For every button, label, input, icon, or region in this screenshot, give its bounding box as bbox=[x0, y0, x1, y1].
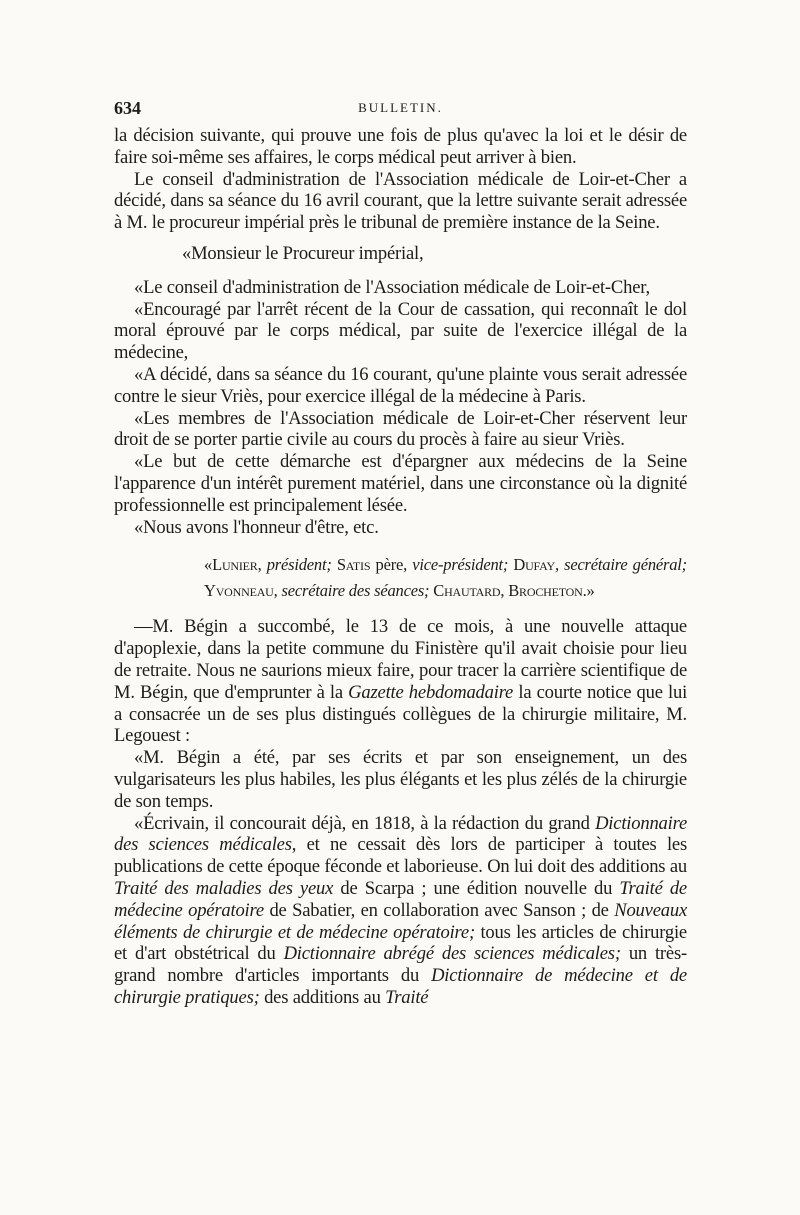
paragraph-decision: la décision suivante, qui prouve une fois de plus qu'avec la loi et le désir de faire soi-même ses affaires, le corps médical peut arriver à bien. bbox=[114, 125, 687, 168]
letter-paragraph-decide: «A décidé, dans sa séance du 16 courant, qu'une plainte vous serait adressée contre le sieur Vriès, pour exercice illégal de la médecine à Paris. bbox=[114, 363, 687, 407]
signatory-name: Chautard bbox=[433, 581, 501, 601]
work-title: Dictionnaire de médecine et de chirurgie pratiques; bbox=[114, 965, 687, 1008]
signatory-name: Satis bbox=[336, 555, 371, 575]
letter-paragraph-membres: «Les membres de l'Association médicale de Loir-et-Cher réservent leur droit de se porter partie civile au cours du procès à faire au sieur Vriès. bbox=[114, 407, 687, 451]
signatory-name: Yvonneau bbox=[204, 581, 274, 601]
signatory-role: vice-président; bbox=[412, 555, 509, 575]
signatory-role: secrétaire des séances; bbox=[281, 581, 430, 601]
letter-salutation: «Monsieur le Procureur impérial, bbox=[182, 242, 424, 264]
work-title: Nouveaux éléments de chirurgie et de médecine opératoire; bbox=[114, 899, 687, 943]
letter-closing: «Nous avons l'honneur d'être, etc. bbox=[134, 516, 379, 538]
body-text bbox=[114, 125, 687, 1009]
paragraph-begin-ecrivain: «Écrivain, il concourait déjà, en 1818, à la rédaction du grand Dictionnaire des sciences médicales, et ne cessait dès lors de participer à toutes les publications de cette époque féconde et laborieuse. On lui doit des additions au Traité des maladies des yeux de Scarpa ; une édition nouvelle du Traité de médecine opératoire de Sabatier, en collaboration avec Sanson ; de Nouveaux éléments de chirurgie et de médecine opératoire; tous les articles de chirurgie et d'art obstétrical du Dictionnaire abrégé des sciences médicales; un très-grand nombre d'articles importants du Dictionnaire de médecine et de chirurgie pratiques; des additions au Traité bbox=[114, 812, 688, 1008]
paragraph-begin-vulgarisateur: «M. Bégin a été, par ses écrits et par son enseignement, un des vulgarisateurs les plus habiles, les plus élégants et les plus zélés de la chirurgie de son temps. bbox=[114, 747, 687, 812]
letter-paragraph-encourage: «Encouragé par l'arrêt récent de la Cour de cassation, qui reconnaît le dol moral éprouvé par le corps médical, par suite de l'exercice illégal de la médecine, bbox=[114, 298, 687, 364]
signatory-name: Brocheton bbox=[508, 581, 583, 601]
signatory-role: secrétaire général; bbox=[564, 555, 687, 575]
signatory-name: Dufay bbox=[513, 555, 555, 575]
page-header bbox=[114, 98, 687, 122]
work-title: Traité de médecine opératoire bbox=[114, 877, 687, 921]
journal-title: Gazette hebdomadaire bbox=[348, 681, 514, 703]
work-title: Traité des maladies des yeux bbox=[114, 877, 334, 899]
letter-paragraph-conseil: «Le conseil d'administration de l'Association médicale de Loir-et-Cher, bbox=[134, 276, 650, 298]
signature-block: «Lunier, président; Satis père, vice-président; Dufay, secrétaire général; Yvonneau, secrétaire des séances; Chautard, Brocheton.» bbox=[204, 555, 687, 601]
paragraph-conseil: Le conseil d'administration de l'Association médicale de Loir-et-Cher a décidé, dans sa séance du 16 avril courant, que la lettre suivante serait adressée à M. le procureur impérial près le tribunal de première instance de la Seine. bbox=[114, 168, 687, 234]
signatory-name: Lunier bbox=[212, 555, 258, 575]
page-number: 634 bbox=[114, 98, 141, 118]
running-title: BULLETIN. bbox=[358, 100, 443, 115]
work-title: Traité bbox=[385, 986, 429, 1008]
work-title: Dictionnaire abrégé des sciences médicales; bbox=[283, 943, 621, 965]
letter-paragraph-but: «Le but de cette démarche est d'épargner aux médecins de la Seine l'apparence d'un intérêt purement matériel, dans une circonstance où la dignité professionnelle est principalement lésée. bbox=[114, 451, 687, 516]
paragraph-begin-death: —M. Bégin a succombé, le 13 de ce mois, à une nouvelle attaque d'apoplexie, dans la petite commune du Finistère qu'il avait choisie pour lieu de retraite. Nous ne saurions mieux faire, pour tracer la carrière scientifique de M. Bégin, que d'emprunter à la Gazette hebdomadaire la courte notice que lui a consacrée un de ses plus distingués collègues de la chirurgie militaire, M. Legouest : bbox=[114, 616, 688, 747]
work-title: Dictionnaire des sciences médicales bbox=[114, 812, 688, 856]
signatory-role: président; bbox=[266, 555, 332, 575]
